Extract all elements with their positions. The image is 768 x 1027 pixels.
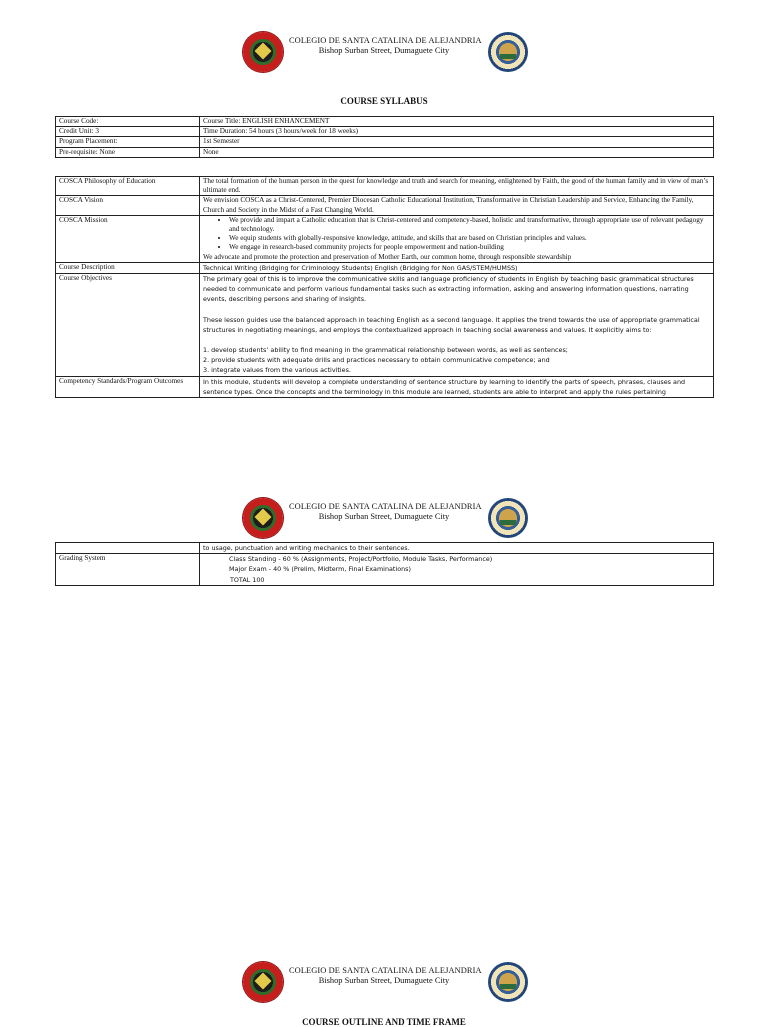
table-row	[56, 196, 714, 215]
institution-address: Bishop Surban Street, Dumaguete City	[318, 512, 450, 521]
objectives-label: Course Objectives	[56, 274, 200, 377]
spacer	[203, 335, 710, 345]
list-item: 2. provide students with adequate drills and practices necessary to obtain communicative competence; and	[203, 356, 550, 365]
table-row	[56, 215, 714, 262]
objectives-cell	[200, 274, 714, 377]
semester-cell: 1st Semester	[200, 137, 714, 147]
prerequisite-cell: Pre-requisite: None	[56, 147, 200, 157]
diocese-seal-logo	[488, 498, 528, 538]
institution-address: Bishop Surban Street, Dumaguete City	[318, 46, 450, 55]
spacer	[203, 305, 710, 315]
list-item: • We engage in research-based community projects for people empowerment and nation-building	[229, 243, 710, 252]
table-row	[56, 137, 714, 147]
table-row	[56, 274, 714, 377]
list-item: 3. integrate values from the various activities.	[203, 366, 351, 375]
table-row	[56, 127, 714, 137]
page-title: COURSE SYLLABUS	[340, 96, 428, 106]
continued-label-cell	[56, 543, 200, 554]
diocese-seal-logo	[488, 962, 528, 1002]
grading-total: TOTAL 100	[230, 575, 265, 584]
objectives-paragraph-1: The primary goal of this is to improve the communicative skills and language proficiency of students in English by teaching basic grammatical structures needed to communicate and perform various fundamental tasks such as extracting information, asking and answering information questions, narrating events, describing persons and sharing of insights.	[203, 275, 694, 304]
list-item: • We equip students with globally-responsive knowledge, attitude, and skills that are based on Christian principles and values.	[229, 234, 710, 243]
mission-label: COSCA Mission	[56, 215, 200, 262]
course-title-cell: Course Title: ENGLISH ENHANCEMENT	[200, 117, 714, 127]
program-placement-cell: Program Placement:	[56, 137, 200, 147]
list-item: • We provide and impart a Catholic education that is Christ-centered and competency-based, holistic and transformative, through appropriate use of relevant pedagogy and technology.	[229, 216, 710, 234]
mission-cell	[200, 215, 714, 262]
institution-name: COLEGIO DE SANTA CATALINA DE ALEJANDRIA	[289, 966, 482, 975]
description-text: Technical Writing (Bridging for Criminology Students) English (Bridging for Non GAS/STEM/HUMSS)	[200, 262, 714, 273]
college-seal-logo	[243, 962, 283, 1002]
institution-name: COLEGIO DE SANTA CATALINA DE ALEJANDRIA	[289, 36, 482, 45]
page1-header	[0, 28, 768, 78]
objectives-paragraph-2: These lesson guides use the balanced approach in teaching English as a second language. It applies the trend towards the use of appropriate grammatical structures in negotiating meanings, and employs the contextualized approach in teaching social awareness and values. It explicitly aims to:	[203, 315, 700, 334]
institution-address: Bishop Surban Street, Dumaguete City	[318, 976, 450, 985]
table-row	[56, 543, 714, 554]
course-outline-title: COURSE OUTLINE AND TIME FRAME	[302, 1017, 466, 1027]
course-code-cell: Course Code:	[56, 117, 200, 127]
course-info-table	[55, 116, 714, 158]
table-row	[56, 376, 714, 397]
grading-cell	[200, 554, 714, 586]
grading-class-standing: Class Standing - 60 % (Assignments, Project/Portfolio, Module Tasks, Performance)	[229, 555, 493, 564]
competency-label: Competency Standards/Program Outcomes	[56, 376, 200, 397]
institution-block	[289, 966, 482, 986]
prerequisite-value-cell: None	[200, 147, 714, 157]
college-seal-logo	[243, 32, 283, 72]
diocese-seal-logo	[488, 32, 528, 72]
philosophy-text: The total formation of the human person in the quest for knowledge and truth and search for meaning, enlightened by Faith, the good of the human family and in view of man’s ultimate end.	[200, 177, 714, 196]
table-row	[56, 262, 714, 273]
grading-table	[55, 542, 714, 586]
vision-text: We envision COSCA as a Christ-Centered, Premier Diocesan Catholic Educational Institution, Transformative in Christian Leadership and Service, Enhancing the Family, Church and Society in the Midst of a Fast Changing World.	[200, 196, 714, 215]
institution-name: COLEGIO DE SANTA CATALINA DE ALEJANDRIA	[289, 502, 482, 511]
vision-label: COSCA Vision	[56, 196, 200, 215]
list-item: 1. develop students’ ability to find meaning in the grammatical relationship between words, as well as sentences;	[203, 346, 568, 355]
table-row	[56, 177, 714, 196]
credit-unit-cell: Credit Unit: 3	[56, 127, 200, 137]
course-details-table	[55, 176, 714, 398]
table-row	[56, 554, 714, 586]
institution-block	[289, 502, 482, 522]
grading-label: Grading System	[56, 554, 200, 586]
page3-header	[0, 958, 768, 1008]
philosophy-label: COSCA Philosophy of Education	[56, 177, 200, 196]
college-seal-logo	[243, 498, 283, 538]
time-duration-cell: Time Duration: 54 hours (3 hours/week for 18 weeks)	[200, 127, 714, 137]
page2-header	[0, 494, 768, 544]
mission-list	[203, 216, 710, 253]
table-row	[56, 117, 714, 127]
competency-text: In this module, students will develop a complete understanding of sentence structure by learning to identify the parts of speech, phrases, clauses and sentence types. Once the concepts and the terminology in this module are learned, students are able to interpret and apply the rules pertaining	[200, 376, 714, 397]
institution-block	[289, 36, 482, 56]
table-row	[56, 147, 714, 157]
grading-major-exam: Major Exam - 40 % (Prelim, Midterm, Final Examinations)	[229, 565, 411, 574]
competency-continued-text: to usage, punctuation and writing mechanics to their sentences.	[200, 543, 714, 554]
description-label: Course Description	[56, 262, 200, 273]
mission-closing: We advocate and promote the protection and preservation of Mother Earth, our common home, through responsible stewardship	[203, 252, 572, 261]
